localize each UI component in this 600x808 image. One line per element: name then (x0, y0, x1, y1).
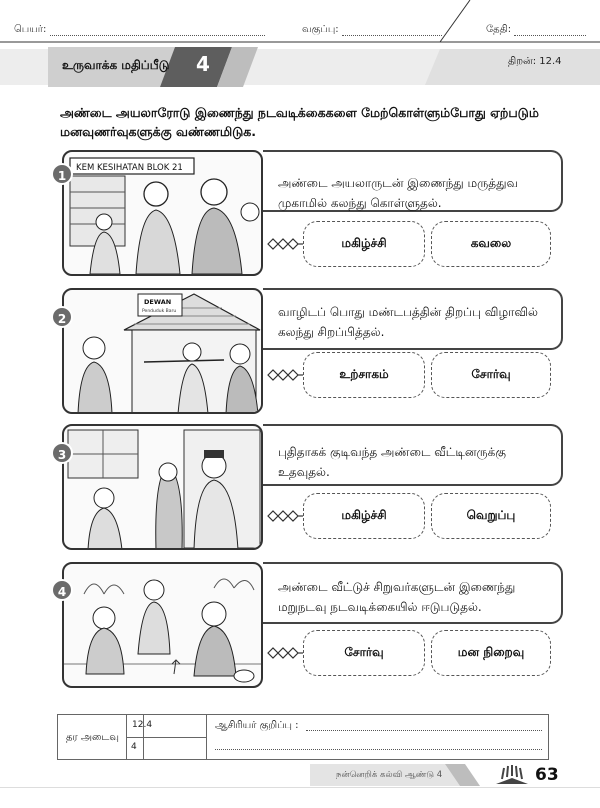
teacher-note-label: ஆசிரியர் குறிப்பு : (215, 720, 299, 731)
assessment-title: உருவாக்க மதிப்பீடு (62, 58, 170, 72)
table-divider (206, 715, 207, 759)
item-1-connector (266, 236, 306, 252)
item-1-number: 1 (51, 163, 73, 185)
item-2-option-a[interactable]: உற்சாகம் (303, 352, 425, 398)
item-1-option-a[interactable]: மகிழ்ச்சி (303, 221, 425, 267)
date-field[interactable] (486, 24, 586, 36)
achievement-level-table (57, 714, 549, 760)
item-4-number: 4 (51, 579, 73, 601)
item-3-statement-line-2: உதவுதல். (278, 465, 330, 479)
assessment-number: 4 (196, 52, 210, 76)
item-3-connector (266, 508, 306, 524)
item-3-option-a[interactable]: மகிழ்ச்சி (303, 493, 425, 539)
student-info-header (0, 0, 600, 44)
item-3-number: 3 (51, 442, 73, 464)
item-2-statement-line-2: கலந்து சிறப்பித்தல். (278, 325, 385, 339)
item-4-statement-line-2: மறுநடவு நடவடிக்கையில் ஈடுபடுதல். (278, 600, 482, 614)
item-1-statement (278, 173, 553, 213)
item-4-option-a[interactable]: சோர்வு (303, 630, 425, 676)
item-3-illustration (62, 424, 263, 550)
class-label: வகுப்பு: (302, 24, 339, 35)
class-field[interactable] (302, 24, 442, 36)
replanting-scene (64, 564, 263, 688)
item-1-statement-line-1: அண்டை அயலாருடன் இணைந்து மருத்துவ (278, 176, 519, 190)
item-2-connector (266, 367, 306, 383)
item-3-statement (278, 442, 553, 482)
name-blank[interactable] (50, 26, 265, 36)
teacher-note-line-2[interactable] (215, 749, 542, 750)
teacher-note-line-1[interactable] (306, 730, 542, 731)
name-label: பெயர்: (14, 24, 47, 35)
item-3-statement-line-1: புதிதாகக் குடிவந்த அண்டை வீட்டினருக்கு (278, 445, 506, 459)
class-blank[interactable] (342, 26, 442, 36)
level-label: தர அடைவு (66, 732, 119, 743)
level-cell: 4 (131, 742, 137, 752)
item-2-sign-subtext: Penduduk Baru (142, 309, 177, 314)
table-row-divider (126, 737, 206, 738)
skill-code-cell: 12.4 (132, 720, 153, 730)
item-3-option-b[interactable]: வெறுப்பு (431, 493, 551, 539)
item-2-statement (278, 302, 553, 342)
date-blank[interactable] (514, 26, 586, 36)
item-2-option-b[interactable]: சோர்வு (431, 352, 551, 398)
page-number: 63 (535, 765, 559, 785)
skill-code: திறன்: 12.4 (508, 56, 562, 67)
date-label: தேதி: (486, 24, 512, 35)
medical-camp-scene (64, 152, 263, 276)
helping-neighbour-scene (64, 426, 263, 550)
header-decoration (0, 0, 600, 44)
item-4-illustration (62, 562, 263, 688)
item-2-sign-text: DEWAN (144, 298, 172, 306)
item-2-number: 2 (51, 306, 73, 328)
item-1-illustration (62, 150, 263, 276)
item-1-option-b[interactable]: கவலை (431, 221, 551, 267)
item-4-statement-line-1: அண்டை வீட்டுச் சிறுவர்களுடன் இணைந்து (278, 580, 516, 594)
item-2-statement-line-1: வாழிடப் பொது மண்டபத்தின் திறப்பு விழாவில் (278, 305, 538, 319)
item-1-statement-line-2: முகாமில் கலந்து கொள்ளுதல். (278, 196, 442, 210)
footer-subject: நன்னெறிக் கல்வி ஆண்டு 4 (336, 770, 443, 780)
item-4-statement (278, 577, 553, 617)
instruction-text: அண்டை அயலாரோடு இணைந்து நடவடிக்கைகளை மேற்கொள்ளும்போது ஏற்படும் மனவுணர்வுகளுக்கு வண்ணமிடுக. (60, 105, 539, 139)
item-2-illustration (62, 288, 263, 414)
item-4-option-b[interactable]: மன நிறைவு (431, 630, 551, 676)
book-icon (494, 764, 530, 786)
item-4-connector (266, 645, 306, 661)
community-hall-scene (64, 290, 263, 414)
item-1-sign-text: KEM KESIHATAN BLOK 21 (76, 163, 183, 173)
name-field[interactable] (14, 24, 265, 36)
